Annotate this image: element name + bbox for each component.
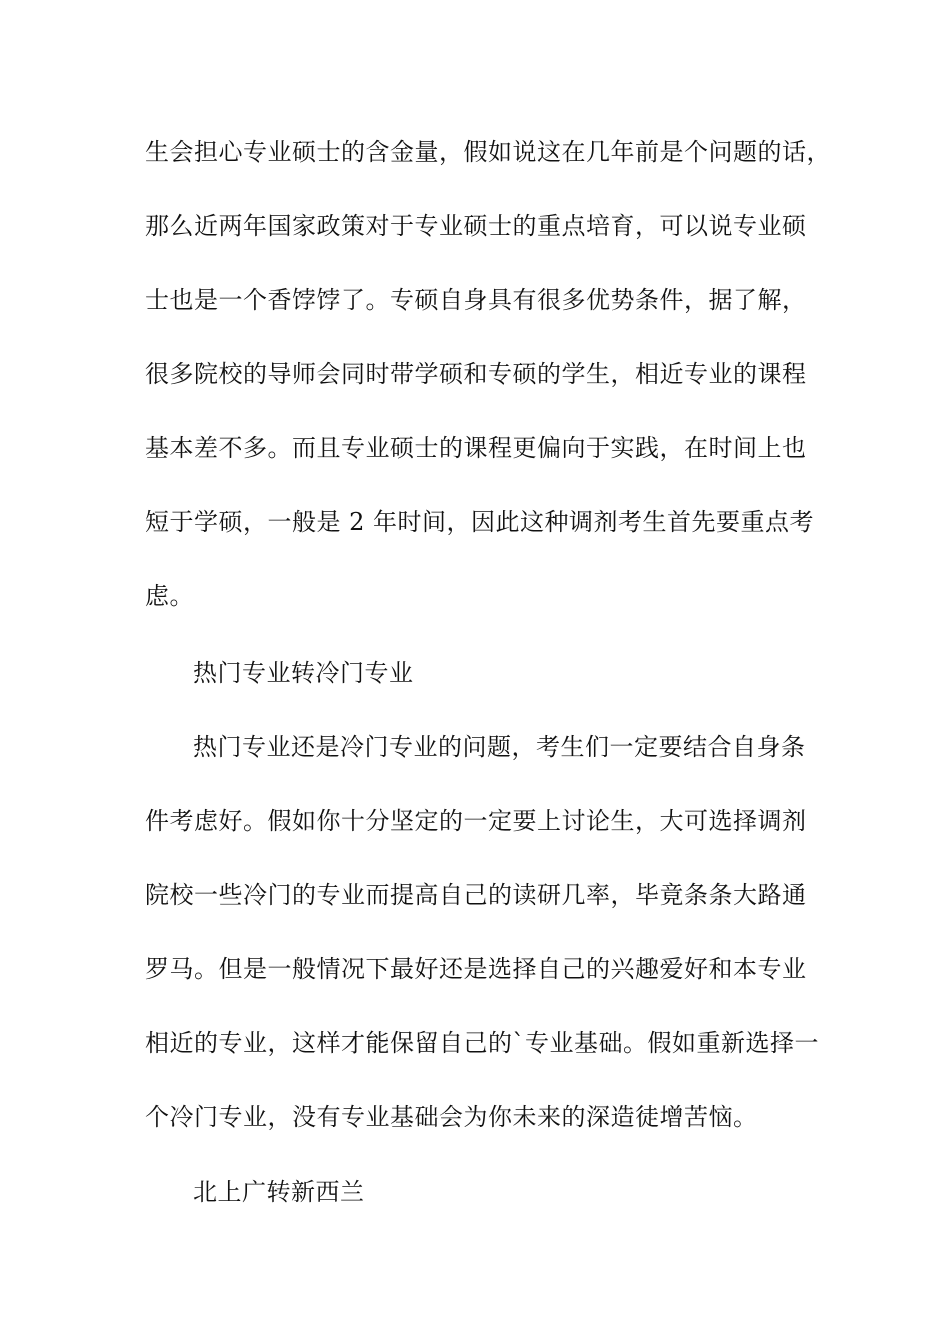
section-heading: 热门专业转冷门专业 <box>193 659 414 687</box>
paragraph-line: 基本差不多。而且专业硕士的课程更偏向于实践，在时间上也 <box>145 434 807 462</box>
paragraph-line: 院校一些冷门的专业而提高自己的读研几率，毕竟条条大路通 <box>145 881 807 909</box>
paragraph-line: 个冷门专业，没有专业基础会为你未来的深造徒增苦恼。 <box>145 1103 758 1131</box>
paragraph-line: 生会担心专业硕士的含金量，假如说这在几年前是个问题的话， <box>145 138 831 166</box>
paragraph-line: 罗马。但是一般情况下最好还是选择自己的兴趣爱好和本专业 <box>145 955 807 983</box>
paragraph-line: 那么近两年国家政策对于专业硕士的重点培育，可以说专业硕 <box>145 212 807 240</box>
paragraph-line: 件考虑好。假如你十分坚定的一定要上讨论生，大可选择调剂 <box>145 807 807 835</box>
paragraph-line: 士也是一个香饽饽了。专硕自身具有很多优势条件，据了解， <box>145 286 807 314</box>
paragraph-line: 短于学硕，一般是 2 年时间，因此这种调剂考生首先要重点考 <box>145 508 815 536</box>
paragraph-line: 相近的专业，这样才能保留自己的`专业基础。假如重新选择一 <box>145 1029 819 1057</box>
paragraph-line: 很多院校的导师会同时带学硕和专硕的学生，相近专业的课程 <box>145 360 807 388</box>
paragraph-line: 虑。 <box>145 582 194 610</box>
section-heading: 北上广转新西兰 <box>193 1178 365 1206</box>
paragraph-line: 热门专业还是冷门专业的问题，考生们一定要结合自身条 <box>193 733 806 761</box>
